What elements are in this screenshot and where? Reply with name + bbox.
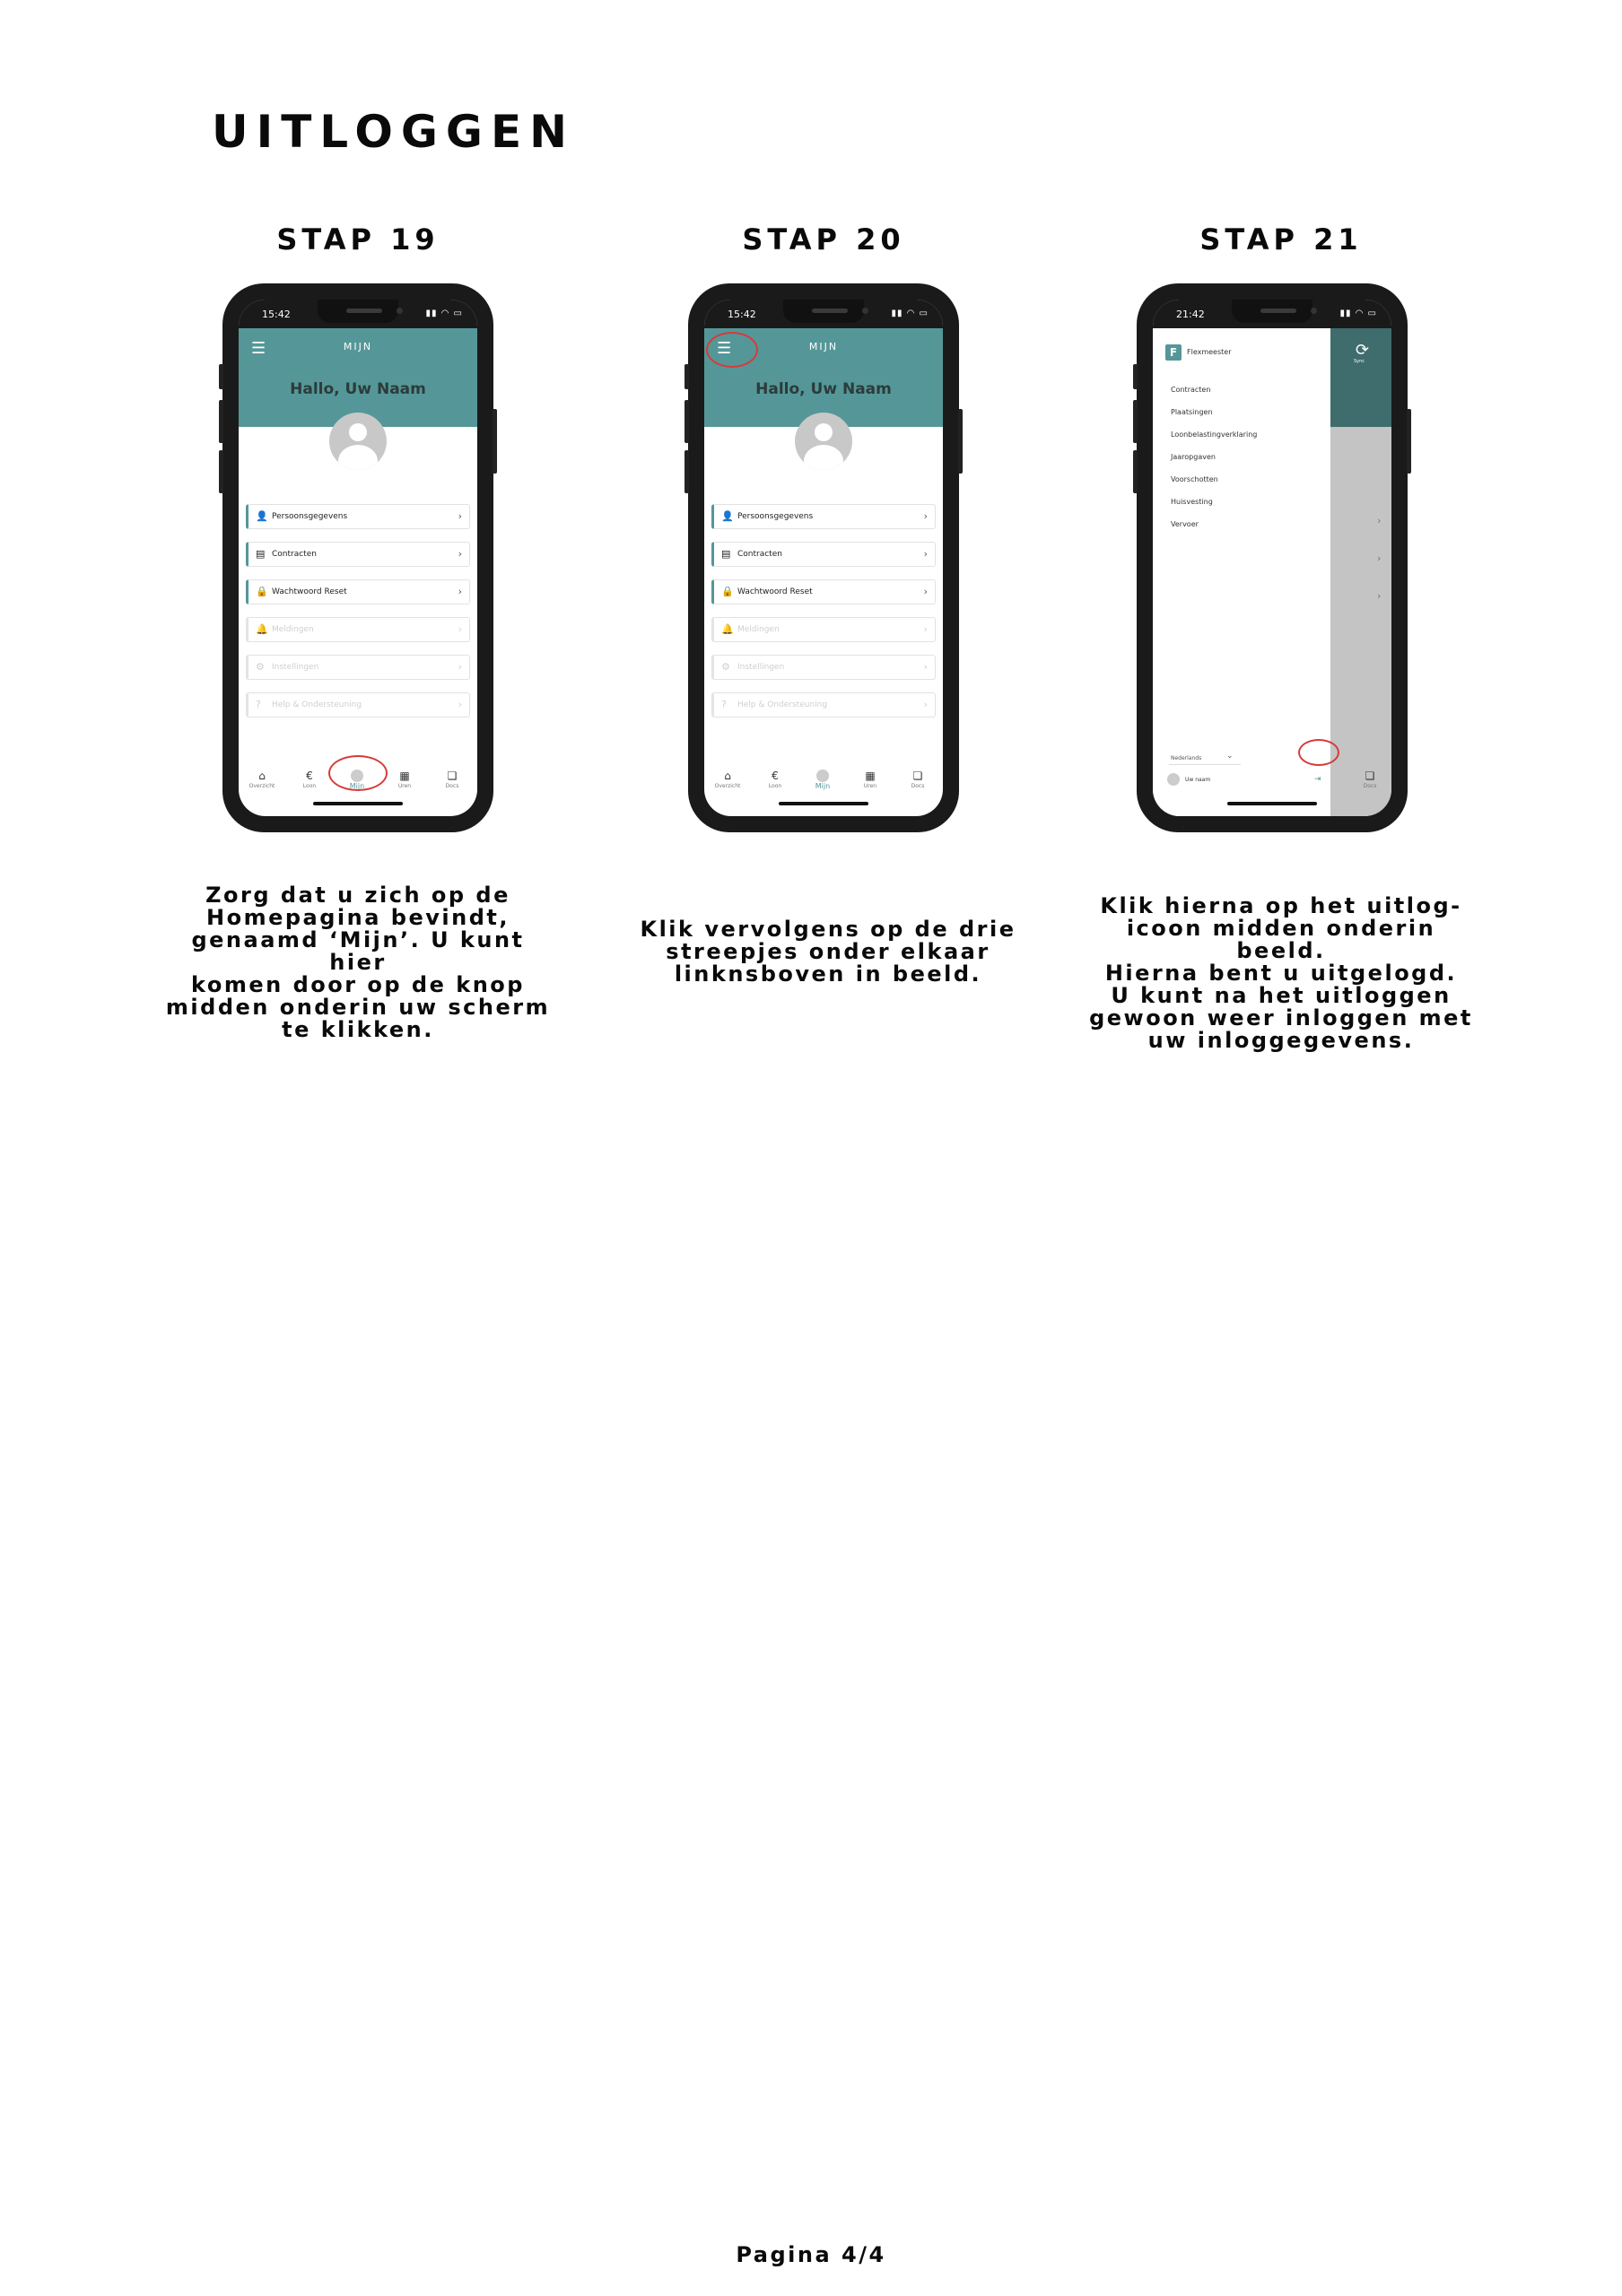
tab-mijn[interactable]: Mijn (339, 770, 375, 790)
chevron-right-icon: › (458, 548, 462, 560)
phone-screen (1153, 300, 1391, 816)
tab-bar (704, 770, 943, 800)
euro-icon: € (306, 770, 313, 782)
step-19-description: Zorg dat u zich op de Homepagina bevindt, genaamd ‘Mijn’. U kunt hier komen door op de knop midden onderin uw scherm te klikken. (165, 883, 551, 1042)
tab-mijn[interactable]: Mijn (805, 770, 841, 790)
drawer-item-jaaropgaven[interactable]: Jaaropgaven (1171, 453, 1216, 461)
drawer-item-loonbelastingverklaring[interactable]: Loonbelastingverklaring (1171, 430, 1258, 439)
menu-item-instellingen[interactable]: ⚙ Instellingen › (246, 655, 470, 680)
drawer-item-plaatsingen[interactable]: Plaatsingen (1171, 408, 1213, 416)
tab-docs[interactable]: ❏ Docs (434, 770, 470, 790)
tab-overzicht[interactable]: ⌂ Overzicht (710, 770, 746, 790)
home-icon: ⌂ (258, 770, 266, 782)
help-icon: ? (256, 699, 261, 710)
phone-screen (704, 300, 943, 816)
chevron-right-icon: › (923, 699, 928, 710)
page-title: UITLOGGEN (212, 106, 575, 158)
step-20-title: STAP 20 (742, 222, 905, 257)
bell-icon: 🔔 (256, 623, 268, 635)
flexmeester-logo: F (1165, 344, 1182, 361)
status-time: 15:42 (262, 309, 291, 320)
chevron-right-icon: › (458, 623, 462, 635)
gear-icon: ⚙ (256, 661, 265, 673)
menu-item-wachtwoord-reset[interactable]: 🔒 Wachtwoord Reset › (711, 579, 936, 604)
page-footer: Pagina 4/4 (736, 2242, 886, 2267)
home-icon: ⌂ (724, 770, 731, 782)
profile-icon (816, 770, 829, 782)
signal-icon: ▮▮ ◠ ▭ (891, 309, 929, 318)
chevron-right-icon: › (458, 699, 462, 710)
user-icon: 👤 (256, 510, 268, 522)
lock-icon: 🔒 (256, 586, 268, 597)
menu-item-persoonsgegevens[interactable]: 👤 Persoonsgegevens › (246, 504, 470, 529)
drawer-item-vervoer[interactable]: Vervoer (1171, 520, 1199, 528)
menu-item-persoonsgegevens[interactable]: 👤 Persoonsgegevens › (711, 504, 936, 529)
status-time: 15:42 (728, 309, 756, 320)
phone-mockup-step-20 (688, 283, 959, 832)
logo-name: Flexmeester (1187, 348, 1232, 356)
menu-item-contracten[interactable]: ▤ Contracten › (246, 542, 470, 567)
signal-icon: ▮▮ ◠ ▭ (425, 309, 463, 318)
hamburger-menu-icon[interactable]: ☰ (717, 339, 732, 358)
docs-icon: ❏ (1365, 770, 1375, 782)
menu-item-meldingen[interactable]: 🔔 Meldingen › (711, 617, 936, 642)
drawer-item-contracten[interactable]: Contracten (1171, 386, 1211, 394)
chevron-right-icon: › (458, 586, 462, 597)
chevron-right-icon: › (1377, 590, 1382, 602)
lock-icon: 🔒 (721, 586, 734, 597)
greeting: Hallo, Uw Naam (755, 380, 892, 398)
tab-loon[interactable]: € Loon (757, 770, 793, 790)
signal-icon: ▮▮ ◠ ▭ (1339, 309, 1377, 318)
user-name: Uw naam (1185, 777, 1211, 783)
menu-item-instellingen[interactable]: ⚙ Instellingen › (711, 655, 936, 680)
status-time: 21:42 (1176, 309, 1205, 320)
calendar-icon: ▦ (399, 770, 410, 782)
chevron-right-icon: › (458, 510, 462, 522)
highlight-circle (706, 332, 758, 368)
chevron-right-icon: › (923, 661, 928, 673)
menu-item-meldingen[interactable]: 🔔 Meldingen › (246, 617, 470, 642)
user-avatar (1167, 773, 1180, 786)
user-icon: 👤 (721, 510, 734, 522)
step-20-description: Klik vervolgens op de drie streepjes onder elkaar linknsboven in beeld. (640, 917, 1016, 987)
chevron-right-icon: › (1377, 552, 1382, 564)
tab-docs[interactable]: ❏ Docs (1352, 770, 1388, 790)
chevron-right-icon: › (1377, 515, 1382, 526)
highlight-circle (328, 755, 388, 791)
chevron-right-icon: › (458, 661, 462, 673)
greeting: Hallo, Uw Naam (290, 380, 426, 398)
step-21-title: STAP 21 (1199, 222, 1363, 257)
document-icon: ▤ (256, 548, 266, 560)
chevron-down-icon[interactable]: ⌄ (1226, 752, 1234, 761)
menu-item-help[interactable]: ? Help & Ondersteuning › (711, 692, 936, 718)
chevron-right-icon: › (923, 510, 928, 522)
drawer-item-huisvesting[interactable]: Huisvesting (1171, 498, 1213, 506)
docs-icon: ❏ (912, 770, 923, 782)
chevron-right-icon: › (923, 586, 928, 597)
tab-uren[interactable]: ▦ Uren (387, 770, 423, 790)
highlight-circle (1298, 739, 1339, 766)
phone-mockup-step-21 (1137, 283, 1408, 832)
bell-icon: 🔔 (721, 623, 734, 635)
sync-icon[interactable]: ⟳ (1356, 341, 1370, 360)
phone-screen (239, 300, 477, 816)
euro-icon: € (772, 770, 779, 782)
gear-icon: ⚙ (721, 661, 730, 673)
tab-docs[interactable]: ❏ Docs (900, 770, 936, 790)
step-19-title: STAP 19 (276, 222, 440, 257)
menu-item-help[interactable]: ? Help & Ondersteuning › (246, 692, 470, 718)
menu-item-wachtwoord-reset[interactable]: 🔒 Wachtwoord Reset › (246, 579, 470, 604)
chevron-right-icon: › (923, 623, 928, 635)
tab-loon[interactable]: € Loon (292, 770, 327, 790)
help-icon: ? (721, 699, 727, 710)
avatar (795, 413, 852, 470)
menu-item-contracten[interactable]: ▤ Contracten › (711, 542, 936, 567)
step-21-description: Klik hierna op het uitlog- icoon midden onderin beeld. Hierna bent u uitgelogd. U kunt na het uitloggen gewoon weer inloggen met uw inloggegevens. (1089, 893, 1473, 1053)
header-label: MIJN (343, 341, 373, 352)
phone-mockup-step-19 (222, 283, 493, 832)
logout-icon[interactable]: ⇥ (1314, 775, 1321, 784)
language-select[interactable]: Nederlands (1171, 755, 1202, 761)
document-icon: ▤ (721, 548, 731, 560)
hamburger-menu-icon[interactable]: ☰ (251, 339, 266, 358)
header-label: MIJN (808, 341, 839, 352)
calendar-icon: ▦ (865, 770, 876, 782)
drawer-item-voorschotten[interactable]: Voorschotten (1171, 475, 1218, 483)
tab-overzicht[interactable]: ⌂ Overzicht (244, 770, 280, 790)
avatar (329, 413, 387, 470)
docs-icon: ❏ (447, 770, 458, 782)
chevron-right-icon: › (923, 548, 928, 560)
sync-label: Sync (1354, 359, 1365, 364)
tab-uren[interactable]: ▦ Uren (852, 770, 888, 790)
